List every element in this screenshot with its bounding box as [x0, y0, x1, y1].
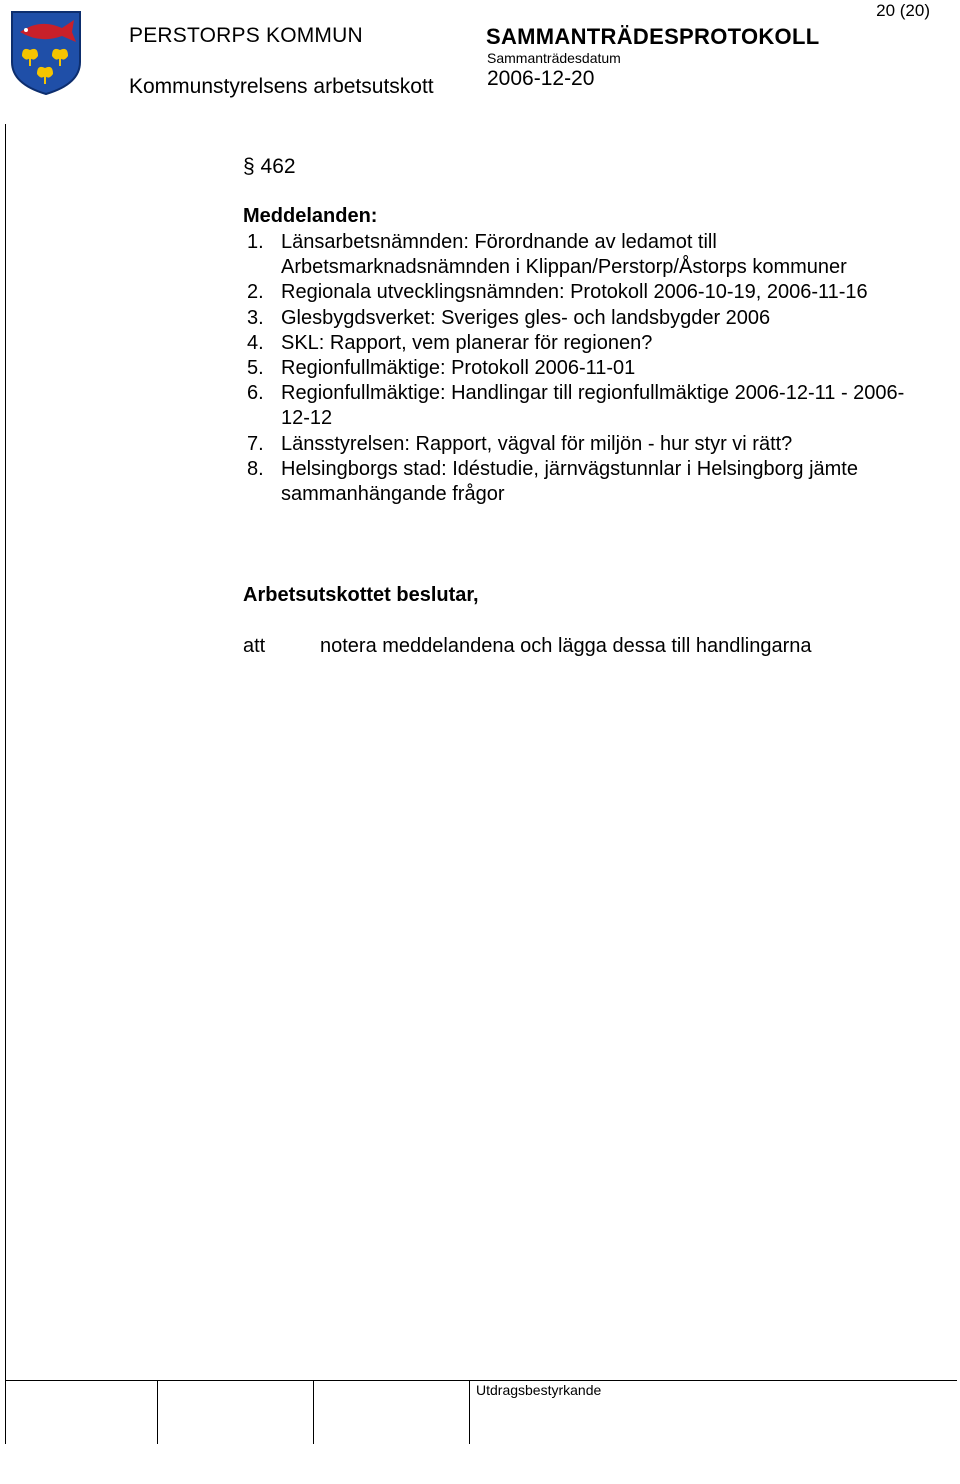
list-item-text: Glesbygdsverket: Sveriges gles- och landsbygder 2006 [281, 306, 771, 329]
left-margin-line [5, 124, 6, 1444]
list-item-text: Regionala utvecklingsnämnden: Protokoll 2006-10-19, 2006-11-16 [281, 281, 868, 304]
list-item [243, 306, 923, 331]
list-item-number: 5. [247, 357, 264, 380]
paragraph-number: § 462 [243, 155, 296, 178]
list-item-text: Regionfullmäktige: Protokoll 2006-11-01 [281, 357, 636, 380]
list-item [243, 230, 923, 280]
document-type: SAMMANTRÄDESPROTOKOLL [486, 24, 820, 49]
announcement-list [243, 230, 923, 507]
decision-text: notera meddelandena och lägga dessa till handlingarna [320, 635, 812, 657]
list-item-number: 3. [247, 306, 264, 329]
decision-heading: Arbetsutskottet beslutar, [243, 584, 479, 606]
signature-cell-divider [469, 1380, 470, 1444]
coat-of-arms-icon [10, 10, 82, 96]
list-item-text: Länsstyrelsen: Rapport, vägval för miljön - hur styr vi rätt? [281, 432, 793, 455]
meeting-date: 2006-12-20 [487, 67, 595, 90]
list-item-number: 4. [247, 331, 264, 354]
extract-certification-label: Utdragsbestyrkande [476, 1382, 602, 1398]
organization-name: PERSTORPS KOMMUN [129, 24, 363, 47]
department-name: Kommunstyrelsens arbetsutskott [129, 75, 434, 98]
meeting-date-label: Sammanträdesdatum [487, 50, 621, 66]
list-item [243, 457, 923, 507]
list-item [243, 331, 923, 356]
list-item-text: SKL: Rapport, vem planerar för regionen? [281, 331, 653, 354]
decision-att: att [243, 635, 266, 657]
signature-cell-divider [157, 1380, 158, 1444]
list-item [243, 432, 923, 457]
list-item-number: 8. [247, 457, 264, 480]
section-heading: Meddelanden: [243, 205, 378, 227]
list-item [243, 381, 923, 431]
list-item-text: Helsingborgs stad: Idéstudie, järnvägstunnlar i Helsingborg jämte sammanhängande frågor [281, 457, 858, 506]
list-item-text: Regionfullmäktige: Handlingar till regionfullmäktige 2006-12-11 - 2006-12-12 [281, 382, 905, 430]
signature-cell-divider [313, 1380, 314, 1444]
list-item [243, 280, 923, 305]
list-item-number: 1. [247, 231, 264, 253]
list-item-number: 7. [247, 432, 264, 455]
footer-divider [5, 1380, 957, 1381]
list-item-number: 6. [247, 382, 264, 405]
page-number: 20 (20) [876, 1, 930, 20]
list-item-number: 2. [247, 281, 264, 304]
list-item [243, 356, 923, 381]
list-item-text: Länsarbetsnämnden: Förordnande av ledamot till Arbetsmarknadsnämnden i Klippan/Perstorp/Åstorps kommuner [281, 231, 847, 279]
